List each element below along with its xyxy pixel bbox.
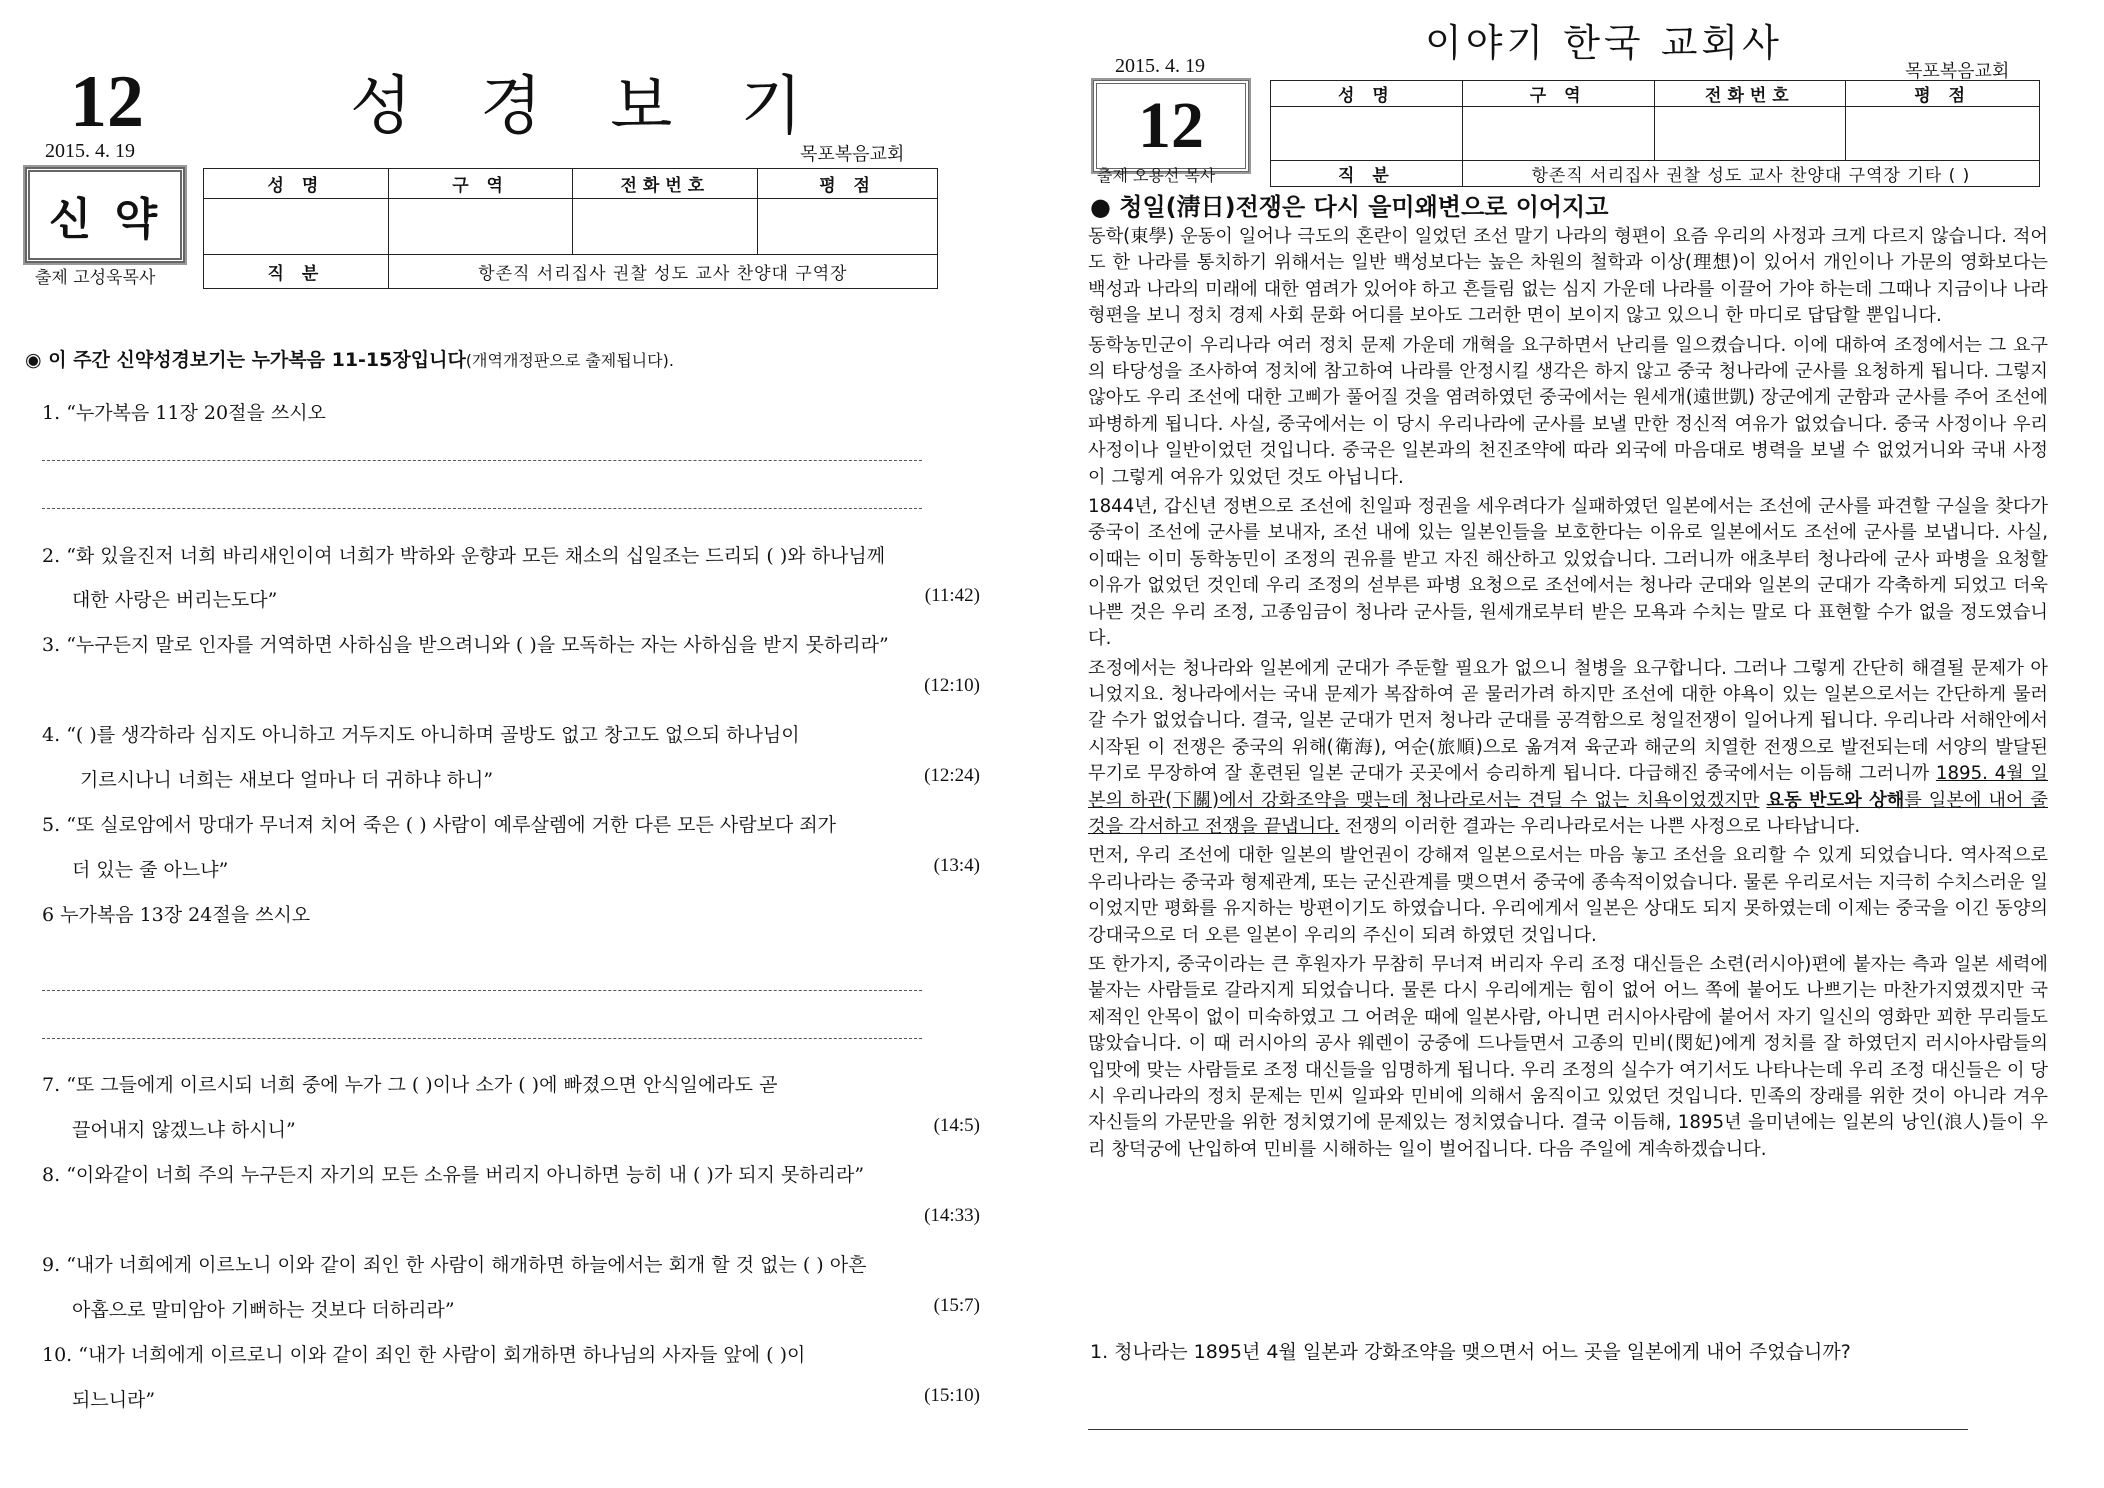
question-5-line2 [72, 855, 980, 882]
article-paragraph: 동학농민군이 우리나라 여러 정치 문제 가운데 개혁을 요구하면서 난리를 일으켰습니다. 이에 대하여 조정에서는 그 요구의 타당성을 조사하여 정치에 참고하여 나라를 안정시킬 생각은 하지 않고 중국 청나라에 군사를 요청하게 됩니다. 그렇지 않아도 우리 조선에 대한 고삐가 풀어질 것을 염려하였던 중국에서는 원세개(遠世凱) 장군에게 군함과 군사를 주어 조선에 파병하게 됩니다. 사실, 중국에서는 이 당시 우리나라에 군사를 보낼 만한 정신적 여유가 없었습니다. 중국 사정이나 우리 사정이나 일반이었던 것입니다. 중국은 일본과의 천진조약에 따라 외국에 마음대로 병력을 보낼 수 없었거니와 국내 사정이 그렇게 여유가 있었던 것도 아닙니다. [1088, 334, 2048, 488]
question-4 [42, 720, 800, 747]
header-district: 구 역 [1462, 81, 1654, 107]
issue-number: 12 [70, 61, 144, 143]
question-number: 1. [42, 402, 61, 424]
issue-number-box: 12 [1093, 80, 1249, 172]
article-paragraph: 먼저, 우리 조선에 대한 일본의 발언권이 강해져 일본으로서는 마음 놓고 조선을 요리할 수 있게 되었습니다. 역사적으로 우리나라는 중국과 형제관계, 또는 군신관계를 맺으면서 중국에 종속적이었습니다. 물론 우리로서는 지극히 수치스러운 일이었지만 평화를 유지하는 방편이기도 하였습니다. 우리에게서 일본은 상대도 되지 못하였는데 이제는 중국을 이긴 동양의 강대국으로 더 오른 일본이 우리의 주신이 되려 하였던 것입니다. [1088, 845, 2048, 946]
page-title: 성 경 보 기 [350, 70, 827, 144]
week-intro-note: (개역개정판으로 출제됩니다). [465, 351, 674, 370]
verse-ref: (15:7) [933, 1295, 980, 1316]
week-intro-text: ◉ 이 주간 신약성경보기는 누가복음 11-15장입니다 [25, 349, 466, 371]
section-badge: 신 약 [25, 167, 185, 263]
article-text: 전쟁의 이러한 결과는 우리나라로서는 나쁜 사정으로 나타납니다. [1345, 815, 1861, 837]
verse-ref: (12:24) [924, 765, 980, 786]
question-8-ref [72, 1205, 980, 1229]
district-field[interactable] [1462, 107, 1654, 161]
question-10 [42, 1340, 805, 1367]
answer-line[interactable] [42, 508, 922, 509]
header-name: 성 명 [204, 169, 389, 199]
answer-line[interactable] [42, 1038, 922, 1039]
author-label: 출제 오용선 목사 [1097, 166, 1216, 185]
question-text-cont: 아홉으로 말미암아 기뻐하는 것보다 더하리라” [72, 1299, 455, 1321]
question-text-cont: 더 있는 줄 아느냐” [72, 859, 229, 881]
question-text: “또 실로암에서 망대가 무너져 치어 죽은 ( ) 사람이 예루살렘에 거한 다른 모든 사람보다 죄가 [66, 814, 837, 836]
article-paragraph: 또 한가지, 중국이라는 큰 후원자가 무참히 무너져 버리자 우리 조정 대신들은 소련(러시아)편에 붙자는 측과 일본 세력에 붙자는 사람들로 갈라지게 되었습니다. 물론 다시 우리에게는 힘이 없어 어느 쪽에 붙어도 나쁘기는 마찬가지였겠지만 국제적인 안목이 없이 미숙하였고 그 어려운 때에 일본사람, 아니면 러시아사람에 붙어서 자기 일신의 영화만 꾀한 무리들도 많았습니다. 이 때 러시아의 공사 웨렌이 궁중에 드나들면서 고종의 민비(閔妃)에게 정치를 잘 하였던지 러시아사람들의 입맛에 맞는 사람들로 조정 대신들을 임명하게 됩니다. 우리 조정의 실수가 여기서도 나타나는데 우리 조정 대신들은 이 당시 우리나라의 정치 문제는 민씨 일파와 민비에 의해서 움직이고 있었던 것입니다. 민족의 장래를 위한 것이 아니라 겨우 자신들의 가문만을 위한 정치였기에 문제있는 정치였습니다. 결국 이듬해, 1895년 을미년에는 일본의 낭인(浪人)들이 우리 창덕궁에 난입하여 민비를 시해하는 일이 벌어집니다. 다음 주일에 계속하겠습니다. [1088, 953, 2048, 1160]
history-title: 이야기 한국 교회사 [1425, 21, 1783, 65]
question-4-line2 [80, 765, 980, 792]
article-heading: ● 청일(淸日)전쟁은 다시 을미왜변으로 이어지고 [1090, 193, 1609, 221]
answer-line[interactable] [42, 460, 922, 461]
question-text: “또 그들에게 이르시되 너희 중에 누가 그 ( )이나 소가 ( )에 빠졌으면 안식일에라도 곧 [66, 1074, 778, 1096]
article-paragraph: 1844년, 갑신년 정변으로 조선에 친일파 정권을 세우려다가 실패하였던 일본에서는 조선에 군사를 파견할 구실을 찾다가 중국이 조선에 군사를 보내자, 조선 내에 있는 일본인들을 보호한다는 이유로 일본에서도 조선에 군사를 보냅니다. 사실, 이때는 이미 동학농민이 조정의 권유를 받고 자진 해산하고 있었습니다. 그러니까 애초부터 청나라에 군사 파병을 요청할 이유가 없었던 것인데 우리 조정의 섣부른 파병 요청으로 조선에서는 청나라 군대와 일본의 군대가 각축하게 되었고 더욱 나쁜 것은 우리 조정, 고종임금이 청나라 군사들, 원세개로부터 받은 모욕과 수치는 말로 다 표현할 수가 없을 정도였습니다. [1088, 496, 2048, 650]
question-7 [42, 1070, 777, 1097]
question-text: 누가복음 13장 24절을 쓰시오 [60, 904, 311, 926]
question-number: 4. [42, 724, 61, 746]
question-number: 7. [42, 1074, 61, 1096]
question-number: 2. [42, 545, 61, 567]
question-6 [42, 900, 310, 927]
question-number: 5. [42, 814, 61, 836]
question-text: “누구든지 말로 인자를 거역하면 사하심을 받으려니와 ( )을 모독하는 자는 사하심을 받지 못하리라” [66, 634, 889, 656]
question-number: 10. [42, 1344, 73, 1366]
issue-date: 2015. 4. 19 [45, 140, 135, 162]
question-5 [42, 810, 836, 837]
header-score: 평 점 [758, 169, 938, 199]
underlined-text-end: 를 일본에 내어 줄 것을 각서하고 전쟁을 끝냅니다. [1088, 789, 2048, 837]
question-text-cont: 되느니라” [72, 1389, 156, 1411]
header-name: 성 명 [1271, 81, 1463, 107]
score-field[interactable] [758, 199, 938, 255]
question-number: 3. [42, 634, 61, 656]
verse-ref: (14:5) [933, 1115, 980, 1136]
score-field[interactable] [1846, 107, 2040, 161]
verse-ref: (13:4) [933, 855, 980, 876]
verse-ref: (14:33) [924, 1205, 980, 1226]
article-body [1088, 224, 2048, 1166]
answer-line[interactable] [1088, 1429, 1968, 1430]
church-name: 목포복음교회 [800, 144, 905, 165]
name-field[interactable] [204, 199, 389, 255]
question-number: 8. [42, 1164, 61, 1186]
question-text: “내가 너희에게 이르로니 이와 같이 죄인 한 사람이 회개하면 하나님의 사자들 앞에 ( )이 [78, 1344, 806, 1366]
article-paragraph [1088, 656, 2048, 841]
article-text: 조정에서는 청나라와 일본에게 군대가 주둔할 필요가 없으니 철병을 요구합니다. 그러나 그렇게 간단히 해결될 문제가 아니었지요. 청나라에서는 국내 문제가 복잡하여 곧 물러가려 하지만 조선에 대한 야욕이 있는 일본으로서는 간단하게 물러 갈 수가 없었습니다. 결국, 일본 군대가 먼저 청나라 군대를 공격함으로 청일전쟁이 일어나게 됩니다. 우리나라 서해안에서 시작된 이 전쟁은 중국의 위해(衛海), 여순(旅順)으로 옮겨져 육군과 해군의 치열한 전쟁으로 발전되는데 서양의 발달된 무기로 무장하여 잘 훈련된 일본 군대가 곳곳에서 승리하게 됩니다. 다급해진 중국에서는 이듬해 그러니까 [1088, 657, 2048, 785]
role-options[interactable]: 항존직 서리집사 권찰 성도 교사 찬양대 구역장 기타 ( ) [1462, 161, 2039, 187]
question-text: “누가복음 11장 20절을 쓰시오 [66, 402, 326, 424]
role-options[interactable]: 항존직 서리집사 권찰 성도 교사 찬양대 구역장 [388, 255, 937, 289]
issue-date: 2015. 4. 19 [1115, 55, 1205, 77]
question-2-line2 [72, 585, 980, 612]
header-phone: 전화번호 [573, 169, 758, 199]
bold-places: 요동 반도와 상해 [1766, 789, 1905, 811]
phone-field[interactable] [1654, 107, 1846, 161]
week-intro [25, 345, 674, 372]
question-1 [42, 398, 326, 425]
history-question: 1. 청나라는 1895년 4월 일본과 강화조약을 맺으면서 어느 곳을 일본에게 내어 주었습니까? [1090, 1341, 1851, 1363]
header-score: 평 점 [1846, 81, 2040, 107]
question-number: 6 [42, 904, 55, 926]
article-paragraph: 동학(東學) 운동이 일어나 극도의 혼란이 일었던 조선 말기 나라의 형편이 요즘 우리의 사정과 크게 다르지 않습니다. 적어도 한 나라를 통치하기 위해서는 일반 백성보다는 높은 차원의 철학과 이상(理想)이 있어서 개인이나 가문의 영화보다는 백성과 나라의 미래에 대한 염려가 있어야 하고 흔들림 없는 심지 가운데 나라를 이끌어 가야 하는데 그때나 지금이나 나라 형편을 보니 정치 경제 사회 문화 어디를 보아도 그러한 면이 보이지 않고 있으니 한 마디로 답답할 뿐입니다. [1088, 226, 2048, 327]
question-number: 9. [42, 1254, 61, 1276]
role-label: 직 분 [204, 255, 389, 289]
phone-field[interactable] [573, 199, 758, 255]
header-phone: 전화번호 [1654, 81, 1846, 107]
header-district: 구 역 [388, 169, 573, 199]
verse-ref: (15:10) [924, 1385, 980, 1406]
answer-info-table [1270, 80, 2040, 187]
question-text-cont: 끌어내지 않겠느냐 하시니” [72, 1119, 296, 1141]
author-label: 출제 고성욱목사 [35, 268, 156, 288]
question-text-cont: 대한 사랑은 버리는도다” [72, 589, 278, 611]
answer-line[interactable] [42, 990, 922, 991]
church-name: 목포복음교회 [1905, 61, 2010, 82]
role-label: 직 분 [1271, 161, 1463, 187]
question-text: “내가 너희에게 이르노니 이와 같이 죄인 한 사람이 해개하면 하늘에서는 회개 할 것 없는 ( ) 아흔 [66, 1254, 867, 1276]
question-text-cont: 기르시나니 너희는 새보다 얼마나 더 귀하냐 하니” [80, 769, 494, 791]
question-10-line2 [72, 1385, 980, 1412]
question-9 [42, 1250, 866, 1277]
underlined-text: 1895. 4월 일본의 하관(下關)에서 강화조약을 맺는데 청나라로서는 견딜 수 없는 치욕이었겠지만 [1088, 763, 2048, 811]
question-9-line2 [72, 1295, 980, 1322]
question-text: “( )를 생각하라 심지도 아니하고 거두지도 아니하며 골방도 없고 창고도 없으되 하나님이 [66, 724, 800, 746]
question-text: “이와같이 너희 주의 누구든지 자기의 모든 소유를 버리지 아니하면 능히 내 ( )가 되지 못하리라” [66, 1164, 865, 1186]
question-text: “화 있을진저 너희 바리새인이여 너희가 박하와 운향과 모든 채소의 십일조는 드리되 ( )와 하나님께 [66, 545, 886, 567]
question-7-line2 [72, 1115, 980, 1142]
verse-ref: (12:10) [924, 675, 980, 696]
district-field[interactable] [388, 199, 573, 255]
answer-info-table [203, 168, 938, 289]
verse-ref: (11:42) [924, 585, 980, 606]
name-field[interactable] [1271, 107, 1463, 161]
question-3 [42, 630, 889, 657]
question-3-ref [72, 675, 980, 699]
question-8 [42, 1160, 864, 1187]
question-2 [42, 541, 885, 568]
